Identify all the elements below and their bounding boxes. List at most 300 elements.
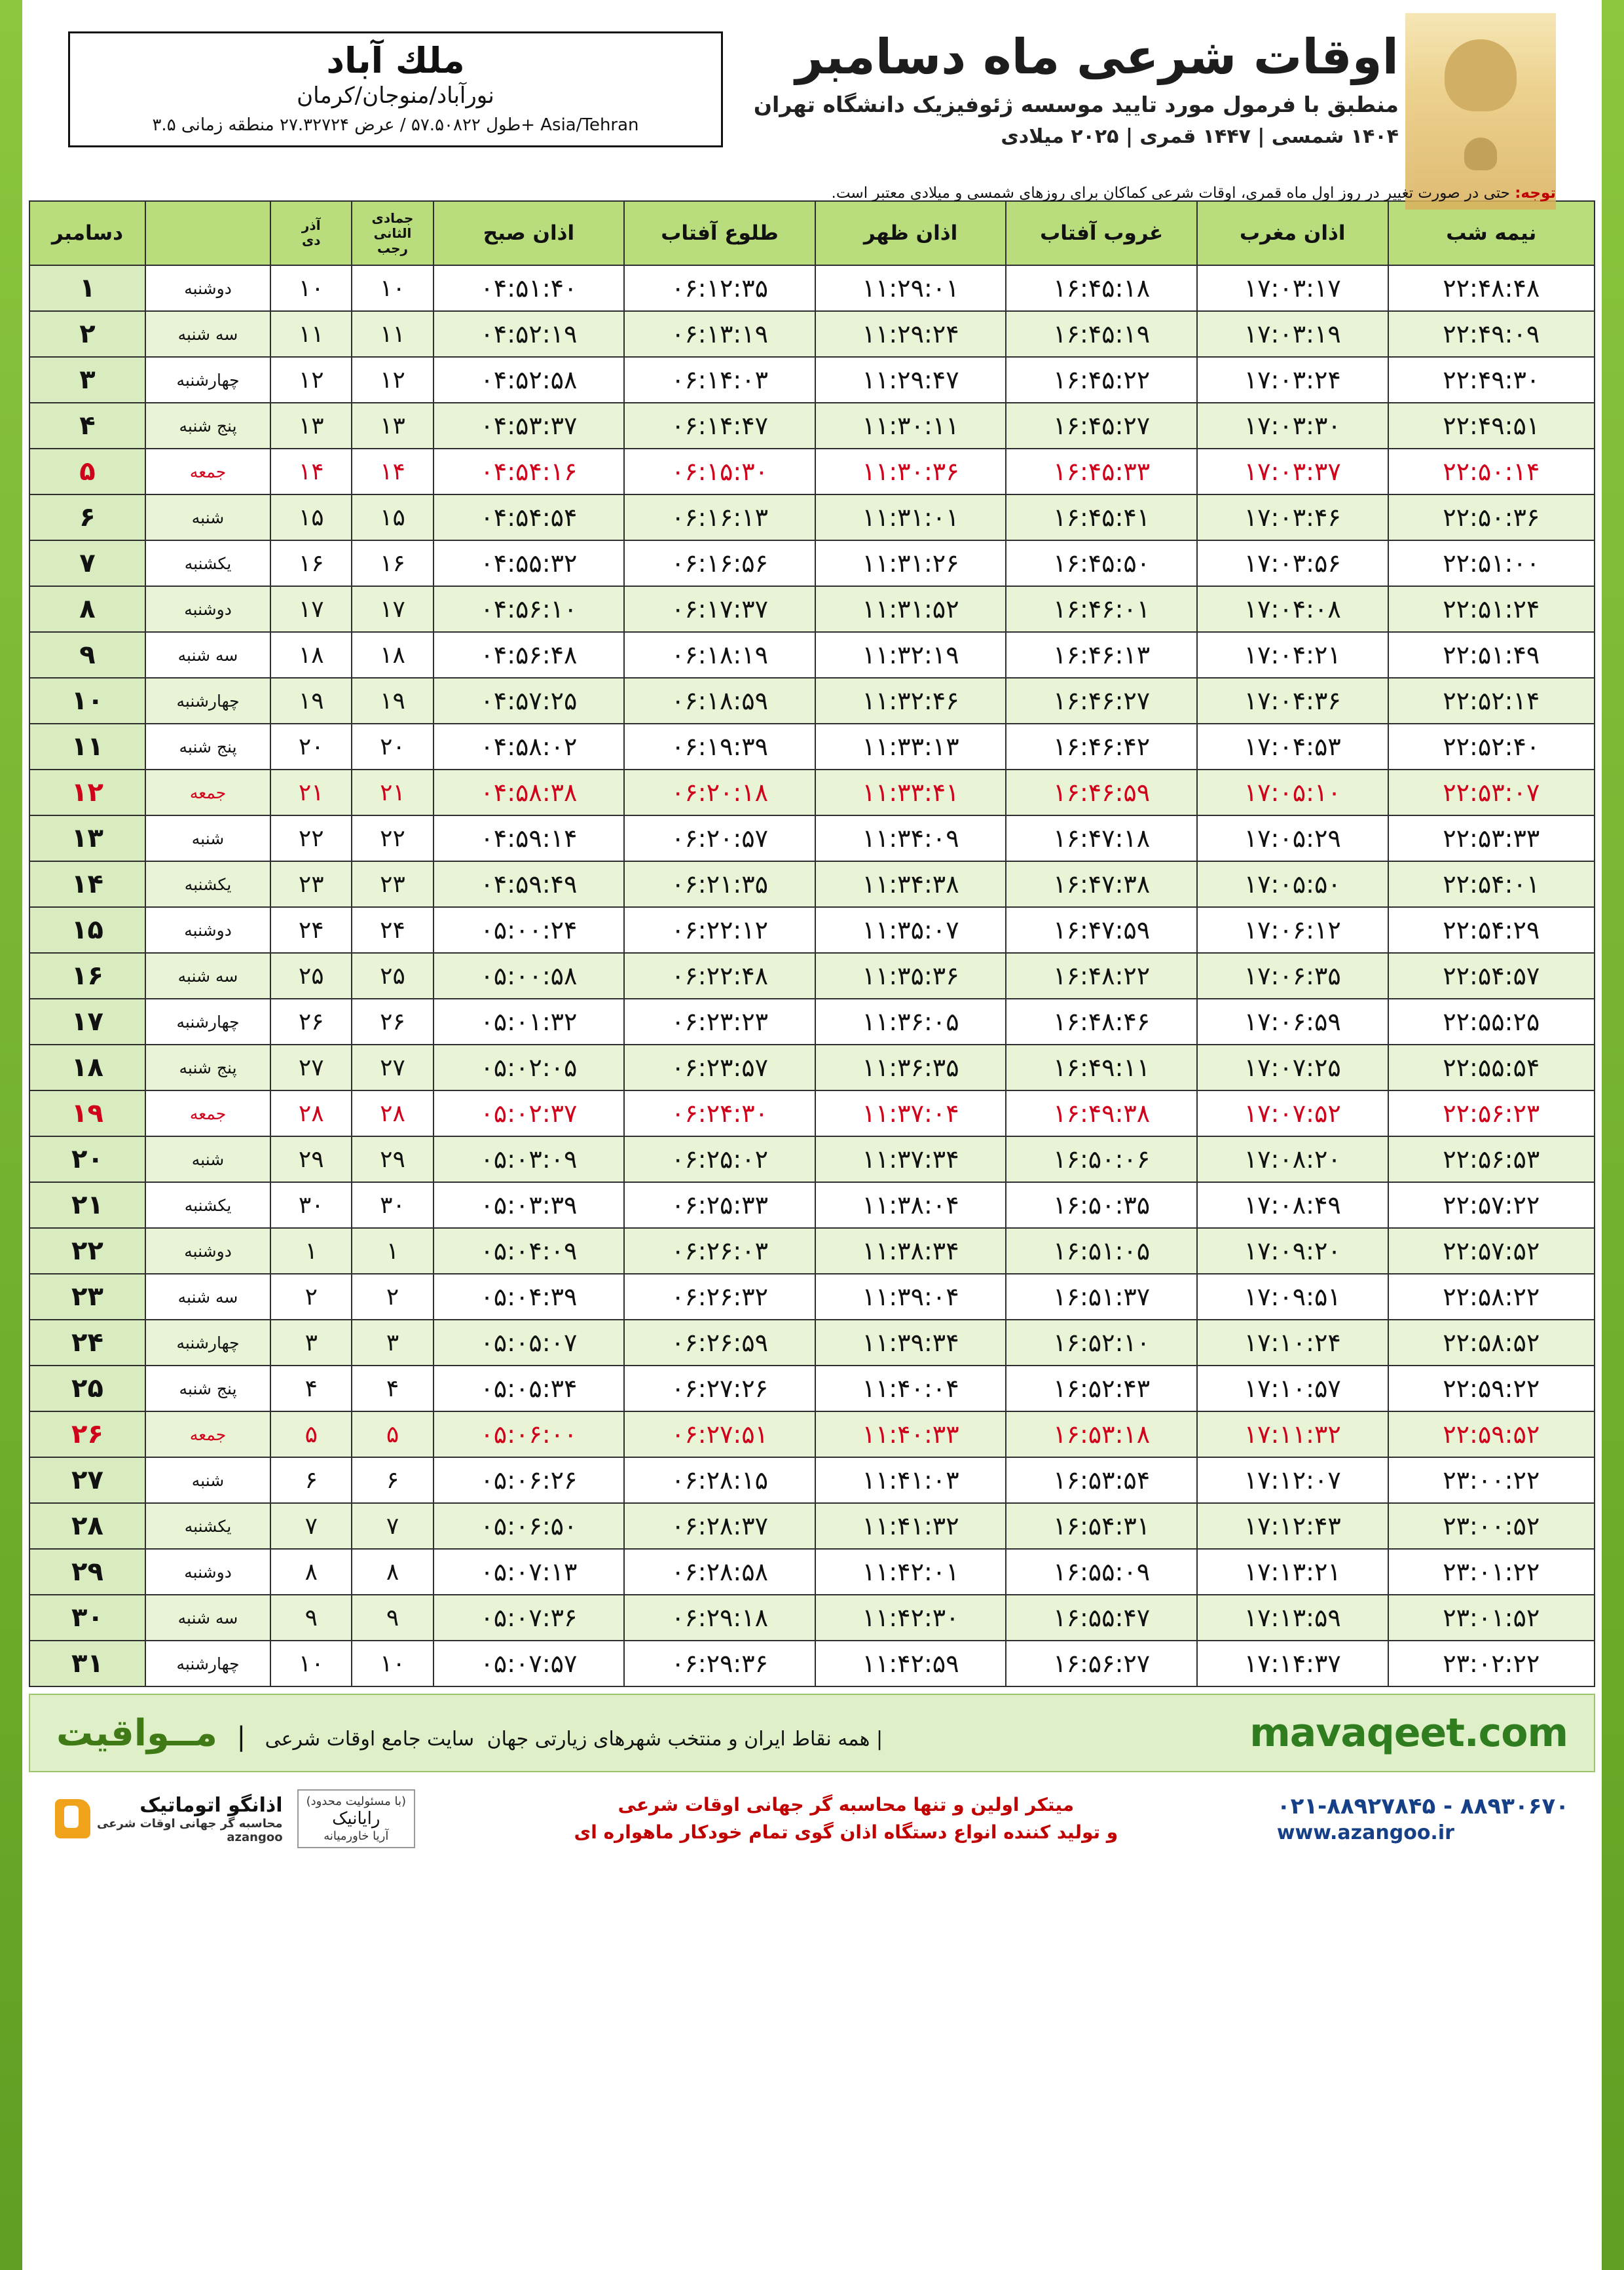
cell-jalali-date: ۱۶	[270, 540, 352, 586]
cell-fajr: ۰۵:۰۶:۲۶	[434, 1457, 625, 1503]
cell-night: ۲۲:۵۲:۴۰	[1388, 724, 1595, 770]
cell-day-name: دوشنبه	[145, 907, 270, 953]
table-row	[29, 1641, 1595, 1686]
table-row	[29, 1045, 1595, 1090]
cell-night: ۲۲:۵۴:۰۱	[1388, 861, 1595, 907]
cell-maghrib: ۱۷:۰۹:۲۰	[1197, 1228, 1388, 1274]
footer-brand	[56, 1712, 883, 1755]
cell-sunrise: ۰۶:۲۶:۳۲	[624, 1274, 815, 1320]
rayanik-logo-line3: آریا خاورمیانه	[323, 1829, 389, 1843]
cell-fajr: ۰۵:۰۷:۳۶	[434, 1595, 625, 1641]
prayer-times-table	[29, 200, 1595, 1687]
cell-dhuhr: ۱۱:۳۱:۵۲	[815, 586, 1006, 632]
table-row	[29, 907, 1595, 953]
cell-gregorian-date: ۱۳	[29, 815, 145, 861]
cell-maghrib: ۱۷:۰۵:۵۰	[1197, 861, 1388, 907]
cell-hijri-date: ۲۶	[352, 999, 433, 1045]
azangoo-logo-sub: محاسبه گر جهانی اوقات شرعی	[97, 1816, 283, 1831]
cell-sunset: ۱۶:۴۵:۲۲	[1006, 357, 1197, 403]
cell-jalali-date: ۲۸	[270, 1090, 352, 1136]
cell-sunset: ۱۶:۴۶:۰۱	[1006, 586, 1197, 632]
cell-fajr: ۰۵:۰۰:۵۸	[434, 953, 625, 999]
cell-dhuhr: ۱۱:۳۰:۳۶	[815, 449, 1006, 494]
cell-day-name: شنبه	[145, 1457, 270, 1503]
cell-hijri-date: ۳۰	[352, 1182, 433, 1228]
cell-sunrise: ۰۶:۲۲:۴۸	[624, 953, 815, 999]
footer-banner	[29, 1694, 1595, 1772]
cell-sunrise: ۰۶:۱۸:۱۹	[624, 632, 815, 678]
cell-gregorian-date: ۲۶	[29, 1411, 145, 1457]
cell-day-name: چهارشنبه	[145, 999, 270, 1045]
cell-jalali-date: ۱۳	[270, 403, 352, 449]
cell-hijri-date: ۲۰	[352, 724, 433, 770]
table-row	[29, 311, 1595, 357]
cell-hijri-date: ۷	[352, 1503, 433, 1549]
cell-jalali-date: ۱۸	[270, 632, 352, 678]
cell-night: ۲۲:۵۷:۵۲	[1388, 1228, 1595, 1274]
cell-fajr: ۰۵:۰۶:۵۰	[434, 1503, 625, 1549]
cell-sunrise: ۰۶:۲۶:۰۳	[624, 1228, 815, 1274]
cell-maghrib: ۱۷:۰۶:۱۲	[1197, 907, 1388, 953]
table-row	[29, 724, 1595, 770]
cell-hijri-date: ۱۱	[352, 311, 433, 357]
cell-sunrise: ۰۶:۲۴:۳۰	[624, 1090, 815, 1136]
cell-night: ۲۳:۰۰:۲۲	[1388, 1457, 1595, 1503]
cell-dhuhr: ۱۱:۳۸:۰۴	[815, 1182, 1006, 1228]
cell-sunset: ۱۶:۴۵:۴۱	[1006, 494, 1197, 540]
cell-maghrib: ۱۷:۰۷:۲۵	[1197, 1045, 1388, 1090]
cell-fajr: ۰۴:۵۴:۵۴	[434, 494, 625, 540]
cell-gregorian-date: ۲۴	[29, 1320, 145, 1366]
cell-day-name: دوشنبه	[145, 586, 270, 632]
azangoo-logo-title: اذانگو اتوماتیک	[139, 1793, 283, 1817]
cell-sunset: ۱۶:۴۸:۲۲	[1006, 953, 1197, 999]
cell-sunrise: ۰۶:۲۳:۲۳	[624, 999, 815, 1045]
cell-fajr: ۰۵:۰۲:۰۵	[434, 1045, 625, 1090]
cell-sunset: ۱۶:۴۵:۱۸	[1006, 265, 1197, 311]
cell-day-name: جمعه	[145, 1090, 270, 1136]
azangoo-flame-icon	[55, 1799, 90, 1838]
cell-night: ۲۲:۴۹:۰۹	[1388, 311, 1595, 357]
cell-day-name: یکشنبه	[145, 861, 270, 907]
cell-maghrib: ۱۷:۰۵:۱۰	[1197, 770, 1388, 815]
note-line	[68, 185, 1556, 202]
table-row	[29, 1182, 1595, 1228]
cell-jalali-date: ۲۹	[270, 1136, 352, 1182]
cell-sunset: ۱۶:۵۵:۰۹	[1006, 1549, 1197, 1595]
table-row	[29, 1090, 1595, 1136]
footer-brand-separator: |	[236, 1721, 246, 1752]
cell-fajr: ۰۴:۵۹:۱۴	[434, 815, 625, 861]
cell-jalali-date: ۱۴	[270, 449, 352, 494]
cell-sunrise: ۰۶:۲۷:۲۶	[624, 1366, 815, 1411]
cell-maghrib: ۱۷:۰۸:۲۰	[1197, 1136, 1388, 1182]
cell-sunrise: ۰۶:۲۹:۱۸	[624, 1595, 815, 1641]
col-header-hijri	[352, 201, 433, 265]
cell-night: ۲۲:۵۵:۲۵	[1388, 999, 1595, 1045]
cell-gregorian-date: ۳۱	[29, 1641, 145, 1686]
cell-hijri-date: ۱۳	[352, 403, 433, 449]
cell-day-name: چهارشنبه	[145, 678, 270, 724]
cell-hijri-date: ۱۶	[352, 540, 433, 586]
cell-night: ۲۲:۵۳:۳۳	[1388, 815, 1595, 861]
cell-gregorian-date: ۲۳	[29, 1274, 145, 1320]
cell-dhuhr: ۱۱:۳۰:۱۱	[815, 403, 1006, 449]
cell-gregorian-date: ۱۸	[29, 1045, 145, 1090]
cell-sunset: ۱۶:۴۶:۲۷	[1006, 678, 1197, 724]
cell-night: ۲۲:۵۳:۰۷	[1388, 770, 1595, 815]
cell-night: ۲۲:۴۸:۴۸	[1388, 265, 1595, 311]
cell-sunrise: ۰۶:۱۲:۳۵	[624, 265, 815, 311]
cell-sunrise: ۰۶:۲۶:۵۹	[624, 1320, 815, 1366]
table-row	[29, 1503, 1595, 1549]
cell-day-name: پنج شنبه	[145, 724, 270, 770]
cell-hijri-date: ۱	[352, 1228, 433, 1274]
footer-website[interactable]: www.azangoo.ir	[1276, 1821, 1454, 1844]
cell-gregorian-date: ۳۰	[29, 1595, 145, 1641]
page-title: اوقات شرعی ماه دسامبر	[795, 29, 1399, 85]
cell-dhuhr: ۱۱:۳۴:۰۹	[815, 815, 1006, 861]
footer-contact	[1277, 1793, 1569, 1845]
cell-day-name: شنبه	[145, 1136, 270, 1182]
cell-hijri-date: ۱۰	[352, 1641, 433, 1686]
cell-sunrise: ۰۶:۱۵:۳۰	[624, 449, 815, 494]
cell-gregorian-date: ۸	[29, 586, 145, 632]
cell-hijri-date: ۱۵	[352, 494, 433, 540]
cell-maghrib: ۱۷:۰۴:۲۱	[1197, 632, 1388, 678]
cell-sunrise: ۰۶:۲۸:۵۸	[624, 1549, 815, 1595]
footer-site-name[interactable]: mavaqeet.com	[1249, 1710, 1568, 1756]
cell-gregorian-date: ۲۰	[29, 1136, 145, 1182]
table-row	[29, 357, 1595, 403]
cell-hijri-date: ۶	[352, 1457, 433, 1503]
cell-jalali-date: ۳۰	[270, 1182, 352, 1228]
cell-night: ۲۲:۵۶:۵۳	[1388, 1136, 1595, 1182]
cell-sunrise: ۰۶:۱۶:۱۳	[624, 494, 815, 540]
cell-jalali-date: ۱۲	[270, 357, 352, 403]
cell-jalali-date: ۲۴	[270, 907, 352, 953]
col-header-dayname	[145, 201, 270, 265]
cell-sunset: ۱۶:۴۶:۱۳	[1006, 632, 1197, 678]
cell-hijri-date: ۲۲	[352, 815, 433, 861]
cell-jalali-date: ۶	[270, 1457, 352, 1503]
cell-jalali-date: ۸	[270, 1549, 352, 1595]
cell-dhuhr: ۱۱:۳۲:۴۶	[815, 678, 1006, 724]
table-row	[29, 586, 1595, 632]
rayanik-logo-line1: (با مسئولیت محدود)	[306, 1795, 406, 1808]
cell-sunset: ۱۶:۴۵:۱۹	[1006, 311, 1197, 357]
cell-gregorian-date: ۱۹	[29, 1090, 145, 1136]
cell-day-name: سه شنبه	[145, 311, 270, 357]
cell-day-name: سه شنبه	[145, 632, 270, 678]
cell-sunrise: ۰۶:۲۷:۵۱	[624, 1411, 815, 1457]
cell-maghrib: ۱۷:۰۶:۳۵	[1197, 953, 1388, 999]
cell-night: ۲۲:۵۰:۳۶	[1388, 494, 1595, 540]
cell-jalali-date: ۲۱	[270, 770, 352, 815]
cell-sunrise: ۰۶:۱۴:۴۷	[624, 403, 815, 449]
hijri-head-top: جمادی الثانی	[371, 210, 414, 241]
cell-hijri-date: ۲۳	[352, 861, 433, 907]
cell-fajr: ۰۵:۰۴:۳۹	[434, 1274, 625, 1320]
cell-night: ۲۲:۵۱:۴۹	[1388, 632, 1595, 678]
page-header	[29, 0, 1595, 202]
cell-jalali-date: ۲۵	[270, 953, 352, 999]
rayanik-logo-line2: رایانیک	[332, 1808, 380, 1829]
cell-sunrise: ۰۶:۲۳:۵۷	[624, 1045, 815, 1090]
cell-day-name: دوشنبه	[145, 265, 270, 311]
note-label: توجه:	[1515, 185, 1556, 202]
table-row	[29, 1228, 1595, 1274]
cell-sunrise: ۰۶:۱۸:۵۹	[624, 678, 815, 724]
cell-fajr: ۰۴:۵۶:۴۸	[434, 632, 625, 678]
table-row	[29, 265, 1595, 311]
rayanik-logo	[297, 1789, 415, 1848]
cell-dhuhr: ۱۱:۳۹:۰۴	[815, 1274, 1006, 1320]
col-header-night: نیمه شب	[1388, 201, 1595, 265]
cell-sunset: ۱۶:۵۲:۱۰	[1006, 1320, 1197, 1366]
cell-sunset: ۱۶:۴۷:۳۸	[1006, 861, 1197, 907]
cell-sunrise: ۰۶:۱۶:۵۶	[624, 540, 815, 586]
cell-sunset: ۱۶:۵۳:۱۸	[1006, 1411, 1197, 1457]
table-row	[29, 1274, 1595, 1320]
cell-day-name: چهارشنبه	[145, 357, 270, 403]
cell-day-name: دوشنبه	[145, 1228, 270, 1274]
cell-jalali-date: ۷	[270, 1503, 352, 1549]
cell-night: ۲۲:۵۱:۲۴	[1388, 586, 1595, 632]
cell-sunset: ۱۶:۴۵:۳۳	[1006, 449, 1197, 494]
cell-sunset: ۱۶:۴۸:۴۶	[1006, 999, 1197, 1045]
cell-dhuhr: ۱۱:۲۹:۴۷	[815, 357, 1006, 403]
cell-fajr: ۰۴:۵۵:۳۲	[434, 540, 625, 586]
cell-night: ۲۲:۴۹:۳۰	[1388, 357, 1595, 403]
footer-tagline	[574, 1791, 1118, 1846]
cell-night: ۲۲:۵۴:۵۷	[1388, 953, 1595, 999]
cell-dhuhr: ۱۱:۳۱:۲۶	[815, 540, 1006, 586]
cell-fajr: ۰۵:۰۷:۵۷	[434, 1641, 625, 1686]
page-subtitle: منطبق با فرمول مورد تایید موسسه ژئوفیزیک دانشگاه تهران	[753, 92, 1399, 117]
cell-dhuhr: ۱۱:۳۹:۳۴	[815, 1320, 1006, 1366]
cell-maghrib: ۱۷:۱۲:۰۷	[1197, 1457, 1388, 1503]
cell-maghrib: ۱۷:۰۸:۴۹	[1197, 1182, 1388, 1228]
col-header-dhuhr: اذان ظهر	[815, 201, 1006, 265]
cell-sunset: ۱۶:۴۷:۱۸	[1006, 815, 1197, 861]
cell-dhuhr: ۱۱:۳۶:۰۵	[815, 999, 1006, 1045]
cell-dhuhr: ۱۱:۳۱:۰۱	[815, 494, 1006, 540]
cell-maghrib: ۱۷:۱۱:۳۲	[1197, 1411, 1388, 1457]
cell-jalali-date: ۱۰	[270, 1641, 352, 1686]
cell-fajr: ۰۴:۵۸:۰۲	[434, 724, 625, 770]
cell-day-name: یکشنبه	[145, 1503, 270, 1549]
table-row	[29, 1549, 1595, 1595]
cell-fajr: ۰۵:۰۲:۳۷	[434, 1090, 625, 1136]
cell-dhuhr: ۱۱:۳۴:۳۸	[815, 861, 1006, 907]
cell-hijri-date: ۲۵	[352, 953, 433, 999]
footer-brand-desc2: | همه نقاط ایران و منتخب شهرهای زیارتی جهان	[487, 1727, 883, 1751]
cell-night: ۲۲:۵۶:۲۳	[1388, 1090, 1595, 1136]
table-row	[29, 1595, 1595, 1641]
cell-sunset: ۱۶:۵۵:۴۷	[1006, 1595, 1197, 1641]
table-row	[29, 1411, 1595, 1457]
title-block	[754, 29, 1399, 148]
cell-fajr: ۰۵:۰۳:۳۹	[434, 1182, 625, 1228]
table-body	[29, 265, 1595, 1686]
cell-jalali-date: ۱۱	[270, 311, 352, 357]
cell-gregorian-date: ۲۱	[29, 1182, 145, 1228]
cell-day-name: پنج شنبه	[145, 1366, 270, 1411]
cell-hijri-date: ۲۱	[352, 770, 433, 815]
table-row	[29, 632, 1595, 678]
cell-jalali-date: ۳	[270, 1320, 352, 1366]
cell-fajr: ۰۴:۵۳:۳۷	[434, 403, 625, 449]
cell-dhuhr: ۱۱:۴۱:۳۲	[815, 1503, 1006, 1549]
cell-sunset: ۱۶:۵۲:۴۳	[1006, 1366, 1197, 1411]
cell-sunrise: ۰۶:۲۲:۱۲	[624, 907, 815, 953]
cell-hijri-date: ۲۷	[352, 1045, 433, 1090]
cell-gregorian-date: ۱۴	[29, 861, 145, 907]
cell-hijri-date: ۱۰	[352, 265, 433, 311]
cell-gregorian-date: ۳	[29, 357, 145, 403]
cell-day-name: چهارشنبه	[145, 1641, 270, 1686]
cell-jalali-date: ۲	[270, 1274, 352, 1320]
cell-day-name: جمعه	[145, 449, 270, 494]
cell-jalali-date: ۱۷	[270, 586, 352, 632]
cell-gregorian-date: ۲	[29, 311, 145, 357]
cell-sunrise: ۰۶:۲۹:۳۶	[624, 1641, 815, 1686]
cell-sunset: ۱۶:۴۹:۳۸	[1006, 1090, 1197, 1136]
azangoo-logo-latin: azangoo	[227, 1830, 283, 1844]
cell-sunrise: ۰۶:۱۳:۱۹	[624, 311, 815, 357]
cell-night: ۲۳:۰۱:۵۲	[1388, 1595, 1595, 1641]
cell-maghrib: ۱۷:۰۷:۵۲	[1197, 1090, 1388, 1136]
cell-sunset: ۱۶:۵۴:۳۱	[1006, 1503, 1197, 1549]
cell-gregorian-date: ۲۸	[29, 1503, 145, 1549]
jalali-head-bottom: دی	[301, 233, 321, 248]
mosque-illustration-icon	[1405, 13, 1556, 210]
footer-brand-desc: سایت جامع اوقات شرعی	[265, 1727, 475, 1751]
table-row	[29, 540, 1595, 586]
cell-sunset: ۱۶:۴۹:۱۱	[1006, 1045, 1197, 1090]
cell-jalali-date: ۴	[270, 1366, 352, 1411]
footer-bottom	[29, 1772, 1595, 1848]
cell-sunset: ۱۶:۵۰:۰۶	[1006, 1136, 1197, 1182]
cell-fajr: ۰۵:۰۰:۲۴	[434, 907, 625, 953]
cell-gregorian-date: ۲۲	[29, 1228, 145, 1274]
cell-fajr: ۰۴:۵۶:۱۰	[434, 586, 625, 632]
cell-hijri-date: ۲۹	[352, 1136, 433, 1182]
cell-hijri-date: ۳	[352, 1320, 433, 1366]
cell-hijri-date: ۵	[352, 1411, 433, 1457]
table-header	[29, 201, 1595, 265]
cell-jalali-date: ۲۶	[270, 999, 352, 1045]
cell-gregorian-date: ۲۵	[29, 1366, 145, 1411]
table-row	[29, 770, 1595, 815]
cell-hijri-date: ۱۲	[352, 357, 433, 403]
cell-jalali-date: ۲۳	[270, 861, 352, 907]
table-row	[29, 999, 1595, 1045]
cell-gregorian-date: ۲۷	[29, 1457, 145, 1503]
cell-fajr: ۰۵:۰۷:۱۳	[434, 1549, 625, 1595]
cell-day-name: پنج شنبه	[145, 403, 270, 449]
cell-jalali-date: ۵	[270, 1411, 352, 1457]
cell-dhuhr: ۱۱:۳۳:۴۱	[815, 770, 1006, 815]
cell-sunrise: ۰۶:۲۰:۵۷	[624, 815, 815, 861]
table-row	[29, 494, 1595, 540]
cell-dhuhr: ۱۱:۳۶:۳۵	[815, 1045, 1006, 1090]
cell-sunrise: ۰۶:۱۴:۰۳	[624, 357, 815, 403]
cell-fajr: ۰۴:۵۱:۴۰	[434, 265, 625, 311]
cell-maghrib: ۱۷:۰۳:۱۷	[1197, 265, 1388, 311]
col-header-jalali	[270, 201, 352, 265]
cell-hijri-date: ۲	[352, 1274, 433, 1320]
cell-night: ۲۲:۵۱:۰۰	[1388, 540, 1595, 586]
cell-day-name: شنبه	[145, 815, 270, 861]
cell-jalali-date: ۱	[270, 1228, 352, 1274]
cell-sunset: ۱۶:۴۶:۵۹	[1006, 770, 1197, 815]
cell-hijri-date: ۹	[352, 1595, 433, 1641]
cell-fajr: ۰۴:۵۷:۲۵	[434, 678, 625, 724]
note-text: حتی در صورت تغییر در روز اول ماه قمری، اوقات شرعی کماکان برای روزهای شمسی و میلادی معتبر است.	[831, 185, 1510, 202]
cell-hijri-date: ۱۹	[352, 678, 433, 724]
cell-fajr: ۰۵:۰۳:۰۹	[434, 1136, 625, 1182]
cell-sunset: ۱۶:۵۱:۳۷	[1006, 1274, 1197, 1320]
footer-tagline-line1: میتکر اولین و تنها محاسبه گر جهانی اوقات شرعی	[618, 1794, 1075, 1816]
cell-dhuhr: ۱۱:۴۲:۵۹	[815, 1641, 1006, 1686]
cell-dhuhr: ۱۱:۲۹:۲۴	[815, 311, 1006, 357]
cell-jalali-date: ۱۹	[270, 678, 352, 724]
cell-maghrib: ۱۷:۰۵:۲۹	[1197, 815, 1388, 861]
cell-maghrib: ۱۷:۰۳:۴۶	[1197, 494, 1388, 540]
cell-gregorian-date: ۱۷	[29, 999, 145, 1045]
cell-gregorian-date: ۱۲	[29, 770, 145, 815]
cell-night: ۲۲:۵۵:۵۴	[1388, 1045, 1595, 1090]
cell-maghrib: ۱۷:۰۶:۵۹	[1197, 999, 1388, 1045]
cell-sunrise: ۰۶:۱۹:۳۹	[624, 724, 815, 770]
cell-fajr: ۰۴:۵۹:۴۹	[434, 861, 625, 907]
cell-sunset: ۱۶:۵۱:۰۵	[1006, 1228, 1197, 1274]
cell-gregorian-date: ۹	[29, 632, 145, 678]
cell-gregorian-date: ۶	[29, 494, 145, 540]
cell-sunrise: ۰۶:۲۸:۳۷	[624, 1503, 815, 1549]
cell-day-name: دوشنبه	[145, 1549, 270, 1595]
jalali-head-top: آذر	[301, 217, 321, 233]
cell-maghrib: ۱۷:۰۳:۲۴	[1197, 357, 1388, 403]
cell-dhuhr: ۱۱:۳۲:۱۹	[815, 632, 1006, 678]
cell-dhuhr: ۱۱:۴۲:۰۱	[815, 1549, 1006, 1595]
cell-night: ۲۲:۵۴:۲۹	[1388, 907, 1595, 953]
footer-brand-fa: مــواقیت	[56, 1711, 218, 1755]
cell-sunset: ۱۶:۵۰:۳۵	[1006, 1182, 1197, 1228]
cell-sunrise: ۰۶:۲۵:۳۳	[624, 1182, 815, 1228]
cell-dhuhr: ۱۱:۳۵:۳۶	[815, 953, 1006, 999]
cell-dhuhr: ۱۱:۳۸:۳۴	[815, 1228, 1006, 1274]
cell-gregorian-date: ۱۵	[29, 907, 145, 953]
cell-night: ۲۳:۰۲:۲۲	[1388, 1641, 1595, 1686]
hijri-head-bottom: رجب	[377, 240, 409, 256]
cell-maghrib: ۱۷:۰۳:۵۶	[1197, 540, 1388, 586]
cell-sunset: ۱۶:۴۷:۵۹	[1006, 907, 1197, 953]
table-row	[29, 1136, 1595, 1182]
col-header-sunset: غروب آفتاب	[1006, 201, 1197, 265]
cell-night: ۲۲:۵۲:۱۴	[1388, 678, 1595, 724]
footer-logos	[55, 1789, 415, 1848]
cell-dhuhr: ۱۱:۴۱:۰۳	[815, 1457, 1006, 1503]
cell-night: ۲۲:۵۹:۵۲	[1388, 1411, 1595, 1457]
cell-maghrib: ۱۷:۱۳:۲۱	[1197, 1549, 1388, 1595]
cell-sunset: ۱۶:۴۶:۴۲	[1006, 724, 1197, 770]
cell-fajr: ۰۵:۰۵:۰۷	[434, 1320, 625, 1366]
col-header-sunrise: طلوع آفتاب	[624, 201, 815, 265]
cell-night: ۲۲:۵۷:۲۲	[1388, 1182, 1595, 1228]
